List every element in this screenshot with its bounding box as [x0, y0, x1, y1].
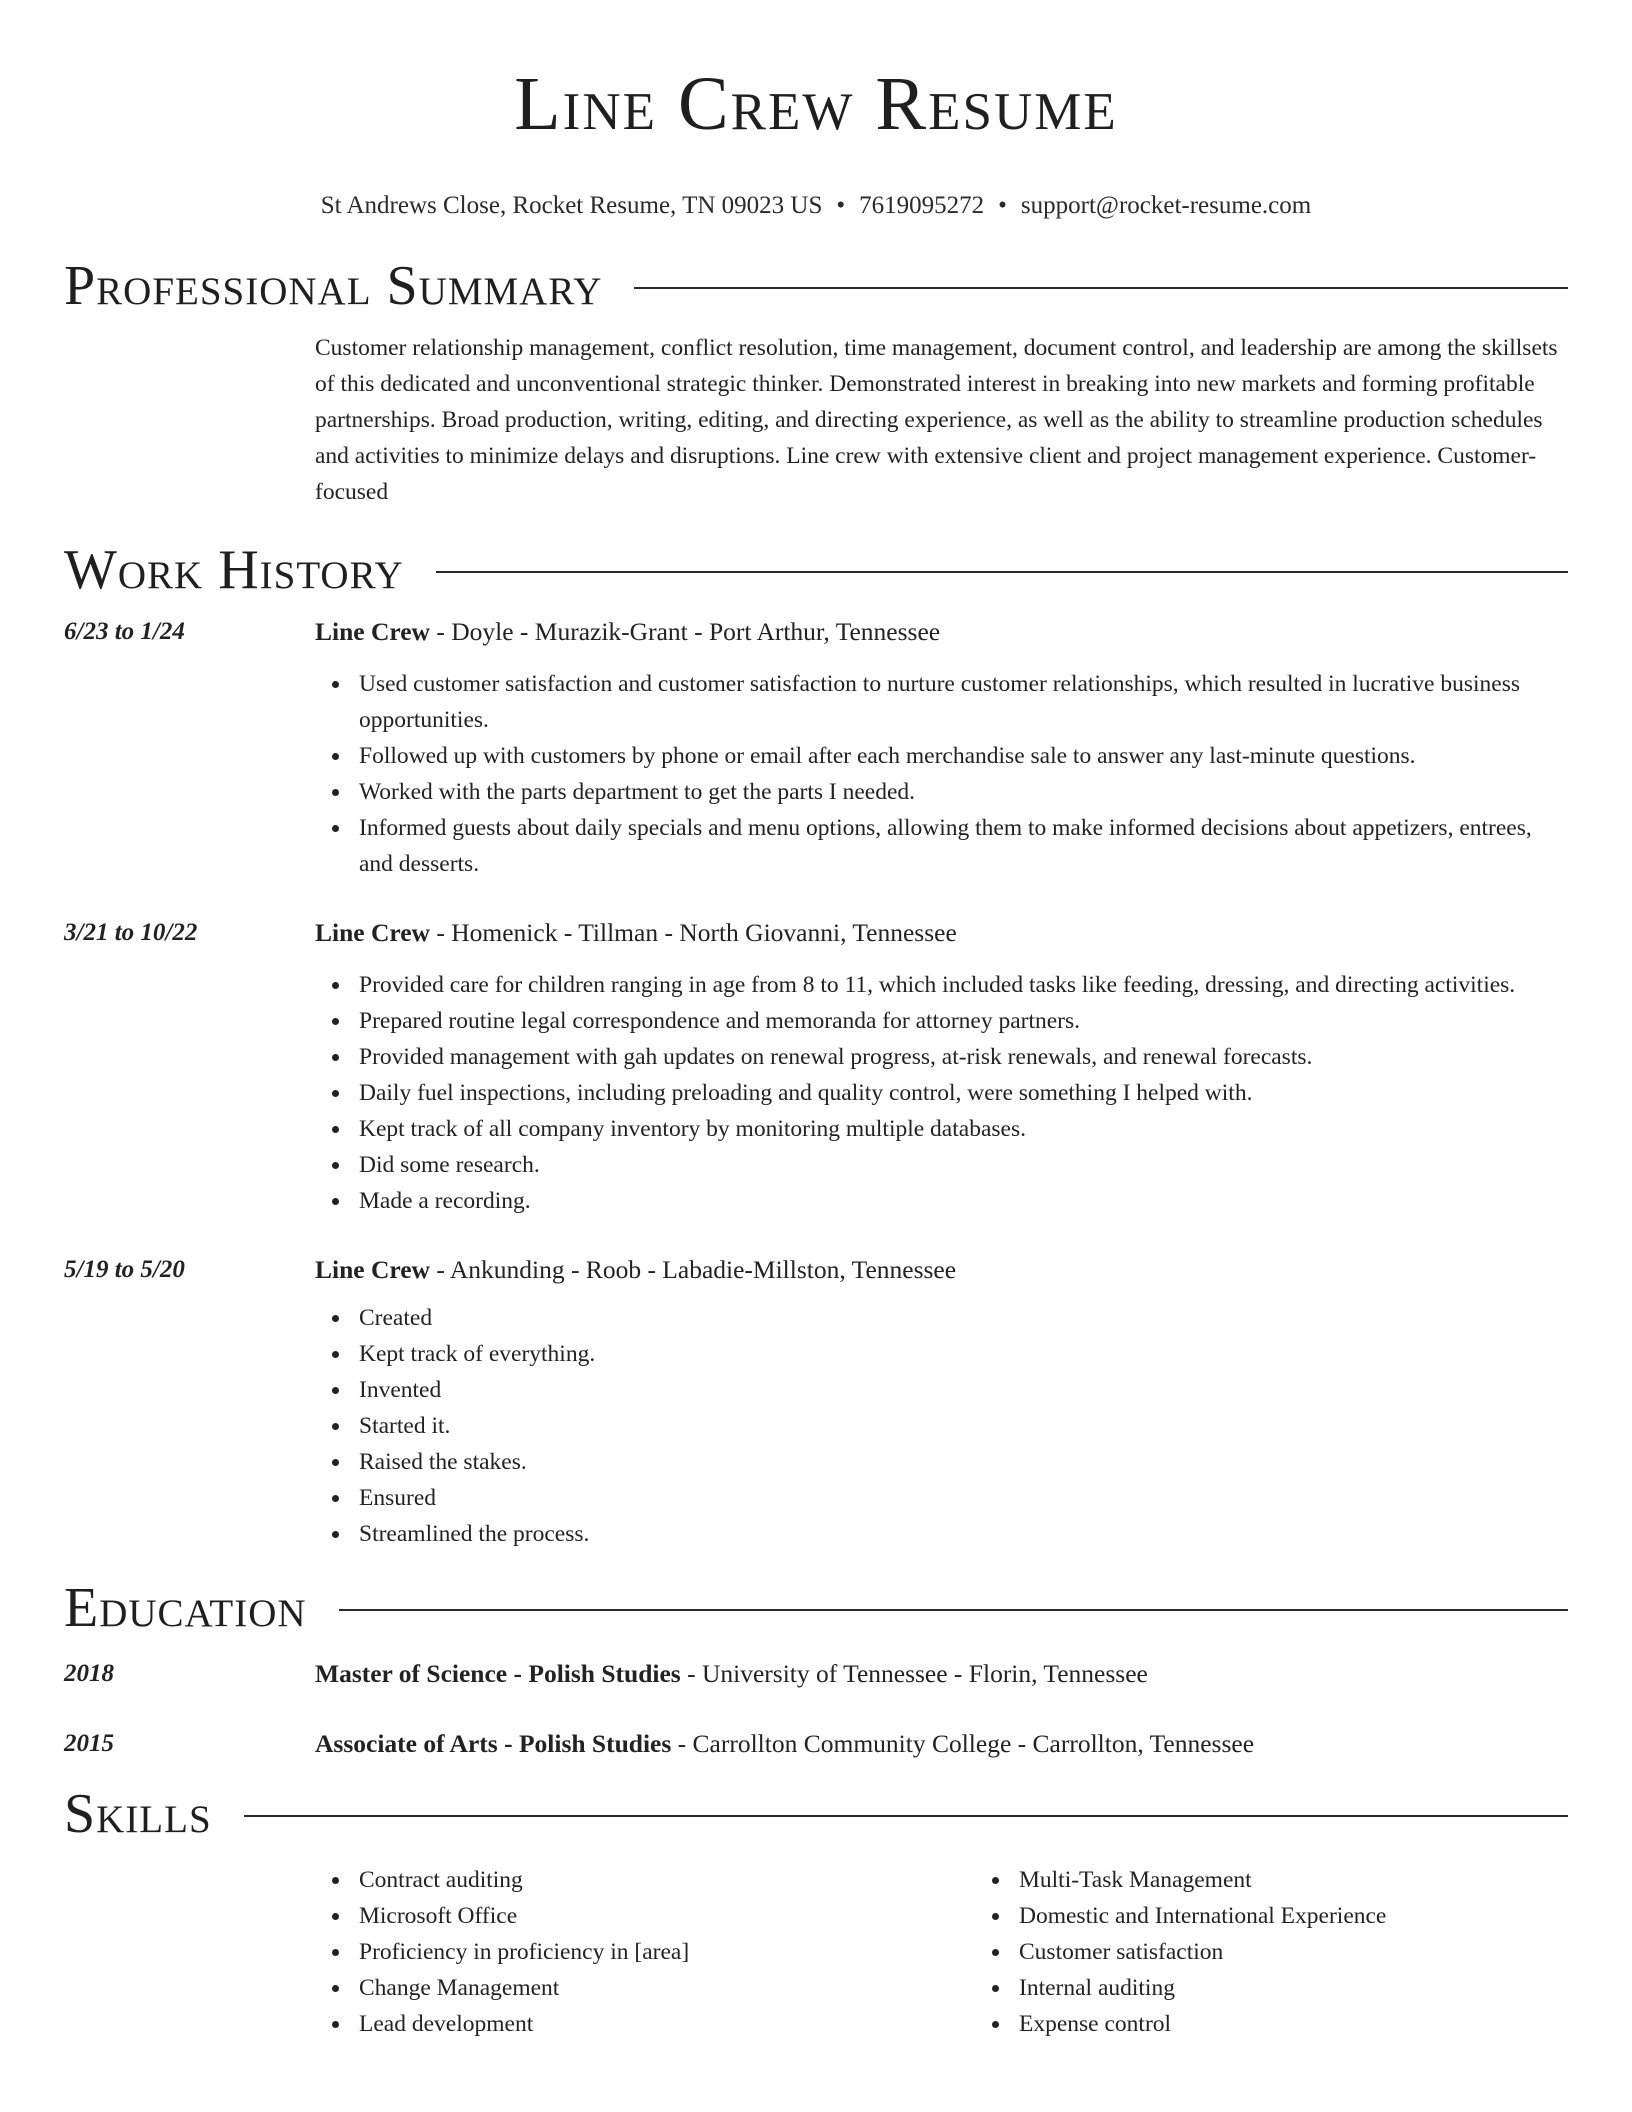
skills-list-left: [315, 1862, 975, 2042]
education-year: 2018: [64, 1660, 114, 1687]
education-year: 2015: [64, 1730, 114, 1757]
summary-heading: Professional Summary: [64, 255, 603, 317]
work-section-header: [64, 538, 1568, 602]
work-body: [315, 915, 1568, 1219]
contact-separator: •: [998, 192, 1007, 219]
list-item: Ensured: [359, 1480, 1568, 1516]
work-dates: 5/19 to 5/20: [64, 1256, 185, 1283]
section-divider: [634, 287, 1568, 289]
skills-heading: Skills: [64, 1783, 212, 1845]
work-header: [315, 1252, 1568, 1288]
skills-spacer: [64, 1862, 315, 2042]
education-section-header: [64, 1576, 1568, 1640]
resume-title: Line Crew Resume: [514, 62, 1118, 146]
contact-separator: •: [836, 192, 846, 219]
job-details: - Ankunding - Roob - Labadie-Millston, Tennessee: [429, 1255, 957, 1284]
section-divider: [339, 1609, 1568, 1611]
list-item: Change Management: [359, 1970, 975, 2006]
job-details: - Homenick - Tillman - North Giovanni, Tennessee: [429, 918, 957, 947]
list-item: Streamlined the process.: [359, 1516, 1568, 1552]
list-item: Made a recording.: [359, 1183, 1568, 1219]
list-item: Contract auditing: [359, 1862, 975, 1898]
work-entry: [64, 614, 1568, 882]
contact-address: St Andrews Close, Rocket Resume, TN 09023 US: [320, 192, 823, 219]
education-body: [315, 1656, 1568, 1692]
work-header: [315, 614, 1568, 650]
work-entries: [64, 614, 1568, 1552]
contact-phone: 7619095272: [859, 192, 985, 219]
summary-spacer: [64, 330, 315, 510]
work-bullets: [315, 967, 1568, 1219]
degree-title: Associate of Arts - Polish Studies: [315, 1729, 672, 1758]
list-item: Prepared routine legal correspondence and memoranda for attorney partners.: [359, 1003, 1568, 1039]
education-body: [315, 1726, 1568, 1762]
school-details: - University of Tennessee - Florin, Tennessee: [680, 1659, 1148, 1688]
education-entry: [64, 1656, 1568, 1692]
list-item: Microsoft Office: [359, 1898, 975, 1934]
work-entry: [64, 1252, 1568, 1552]
degree-title: Master of Science - Polish Studies: [315, 1659, 681, 1688]
job-title: Line Crew: [315, 918, 430, 947]
list-item: Lead development: [359, 2006, 975, 2042]
skills-list-right: [975, 1862, 1632, 2042]
list-item: Followed up with customers by phone or email after each merchandise sale to answer any last-minute questions.: [359, 738, 1568, 774]
list-item: Created: [359, 1300, 1568, 1336]
list-item: Raised the stakes.: [359, 1444, 1568, 1480]
job-details: - Doyle - Murazik-Grant - Port Arthur, Tennessee: [429, 617, 941, 646]
list-item: Provided care for children ranging in age from 8 to 11, which included tasks like feeding, dressing, and directing activities.: [359, 967, 1568, 1003]
list-item: Provided management with gah updates on renewal progress, at-risk renewals, and renewal forecasts.: [359, 1039, 1568, 1075]
work-header: [315, 915, 1568, 951]
list-item: Internal auditing: [1019, 1970, 1632, 2006]
skills-section-header: [64, 1782, 1568, 1846]
list-item: Kept track of everything.: [359, 1336, 1568, 1372]
work-bullets: [315, 666, 1568, 882]
list-item: Customer satisfaction: [1019, 1934, 1632, 1970]
section-divider: [244, 1815, 1568, 1817]
summary-row: [64, 330, 1568, 510]
summary-section-header: [64, 254, 1568, 318]
contact-line: [64, 190, 1568, 222]
list-item: Expense control: [1019, 2006, 1632, 2042]
contact-email[interactable]: support@rocket-resume.com: [1020, 192, 1312, 219]
education-entry: [64, 1726, 1568, 1762]
section-divider: [436, 571, 1568, 573]
list-item: Started it.: [359, 1408, 1568, 1444]
list-item: Did some research.: [359, 1147, 1568, 1183]
work-dates: 3/21 to 10/22: [64, 919, 198, 946]
list-item: Domestic and International Experience: [1019, 1898, 1632, 1934]
list-item: Invented: [359, 1372, 1568, 1408]
education-heading: Education: [64, 1577, 307, 1639]
job-title: Line Crew: [315, 617, 430, 646]
list-item: Worked with the parts department to get the parts I needed.: [359, 774, 1568, 810]
list-item: Proficiency in proficiency in [area]: [359, 1934, 975, 1970]
work-body: [315, 1252, 1568, 1552]
job-title: Line Crew: [315, 1255, 430, 1284]
work-bullets: [315, 1300, 1568, 1552]
work-heading: Work History: [64, 539, 404, 601]
skills-row: [64, 1862, 1568, 2042]
list-item: Used customer satisfaction and customer satisfaction to nurture customer relationships, which resulted in lucrative business opportunities.: [359, 666, 1568, 738]
skills-columns: [315, 1862, 1632, 2042]
school-details: - Carrollton Community College - Carrollton, Tennessee: [671, 1729, 1255, 1758]
work-body: [315, 614, 1568, 882]
list-item: Daily fuel inspections, including preloading and quality control, were something I helped with.: [359, 1075, 1568, 1111]
summary-text: Customer relationship management, conflict resolution, time management, document control, and leadership are among the skillsets of this dedicated and unconventional strategic thinker. Demonstrated interest in breaking into new markets and forming profitable partnerships. Broad production, writing, editing, and directing experience, as well as the ability to streamline production schedules and activities to minimize delays and disruptions. Line crew with extensive client and project management experience. Customer-focused: [315, 335, 1558, 505]
work-entry: [64, 915, 1568, 1219]
list-item: Multi-Task Management: [1019, 1862, 1632, 1898]
work-dates: 6/23 to 1/24: [64, 618, 185, 645]
list-item: Informed guests about daily specials and menu options, allowing them to make informed decisions about appetizers, entrees, and desserts.: [359, 810, 1568, 882]
list-item: Kept track of all company inventory by monitoring multiple databases.: [359, 1111, 1568, 1147]
